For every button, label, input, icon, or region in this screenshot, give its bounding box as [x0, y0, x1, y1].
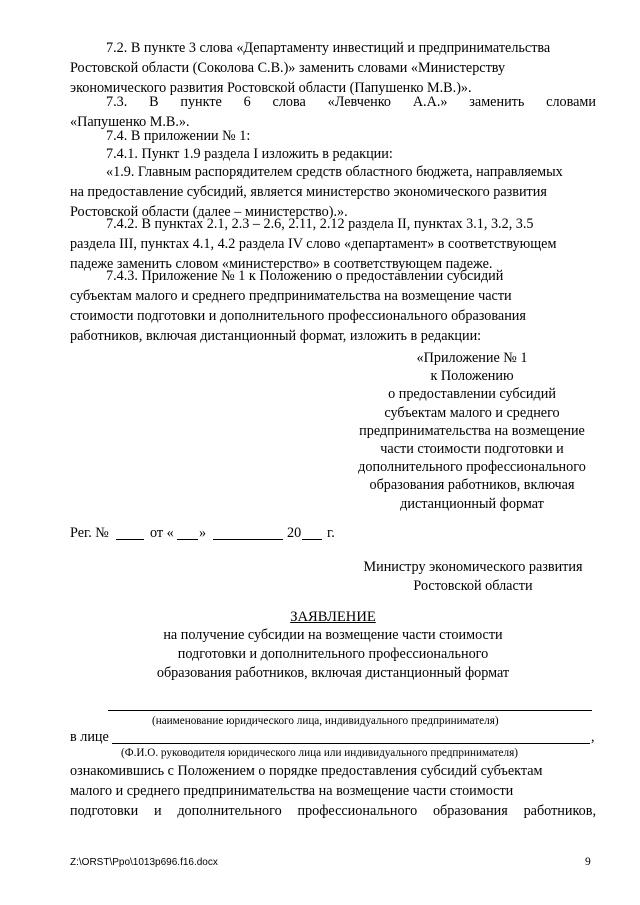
registration-year-prefix: 20: [287, 525, 302, 541]
entity-name-caption: (наименование юридического лица, индивидуального предпринимателя): [152, 715, 499, 727]
paragraph-1-9-line: «1.9. Главным распорядителем средств областного бюджета, направляемых: [106, 164, 563, 180]
appendix-header: [340, 349, 604, 513]
appendix-line: «Приложение № 1: [416, 350, 528, 366]
paragraph-7-4-3: [70, 266, 596, 346]
paragraph-1-9: [70, 162, 596, 222]
registration-date-label: от «: [150, 525, 174, 541]
appendix-line: дополнительного профессионального: [358, 459, 586, 476]
paragraph-7-2-line: 7.2. В пункте 3 слова «Департаменту инвестиций и предпринимательства: [106, 40, 551, 56]
paragraph-7-4-1: 7.4.1. Пункт 1.9 раздела I изложить в редакции:: [106, 146, 393, 162]
recipient-line: Ростовской области: [413, 578, 533, 594]
paragraph-7-3-line: «Папушенко М.В.».: [70, 114, 190, 130]
paragraph-7-4-2: [70, 214, 596, 274]
registration-day-field[interactable]: [177, 539, 198, 540]
paragraph-7-2: [70, 38, 596, 98]
application-title: ЗАЯВЛЕНИЕ: [290, 609, 376, 625]
registration-month-field[interactable]: [213, 539, 283, 540]
recipient-line: Министру экономического развития: [363, 559, 583, 575]
paragraph-7-4-3-line: стоимости подготовки и дополнительного профессионального образования: [70, 308, 526, 324]
paragraph-7-2-line: экономического развития Ростовской области (Папушенко М.В.)».: [70, 80, 472, 96]
appendix-line: образования работников, включая: [369, 477, 575, 494]
head-name-caption: (Ф.И.О. руководителя юридического лица или индивидуального предпринимателя): [121, 747, 518, 759]
application-subtitle-line: на получение субсидии на возмещение части стоимости: [163, 627, 503, 643]
footer-page-number: 9: [585, 856, 591, 868]
paragraph-7-4-3-line: 7.4.3. Приложение № 1 к Положению о предоставлении субсидий: [106, 268, 504, 284]
head-name-field[interactable]: [112, 743, 590, 744]
paragraph-1-9-line: на предоставление субсидий, является министерство экономического развития: [70, 184, 547, 200]
recipient-block: [350, 558, 596, 596]
registration-year-field[interactable]: [302, 539, 322, 540]
footer-file-path: Z:\ORST\Ppo\1013p696.f16.docx: [70, 857, 218, 868]
paragraph-1-9-line: Ростовской области (далее – министерство).».: [70, 204, 348, 220]
head-name-comma: ,: [591, 729, 595, 745]
paragraph-7-4-2-line: раздела III, пунктах 4.1, 4.2 раздела IV слово «департамент» в соответствующем: [70, 236, 557, 252]
registration-year-suffix: г.: [327, 525, 335, 541]
paragraph-7-4-3-line: субъектам малого и среднего предпринимательства на возмещение части: [70, 288, 512, 304]
application-subtitle-line: образования работников, включая дистанционный формат: [156, 665, 510, 681]
appendix-line: части стоимости подготовки и: [380, 441, 564, 458]
registration-number-field[interactable]: [116, 539, 144, 540]
paragraph-7-2-line: Ростовской области (Соколова С.В.)» заменить словами «Министерству: [70, 60, 506, 76]
appendix-line: предпринимательства на возмещение: [359, 422, 585, 439]
appendix-line: дистанционный формат: [400, 495, 544, 512]
registration-number-label: Рег. №: [70, 525, 109, 541]
paragraph-7-3-line: 7.3. В пункте 6 слова «Левченко А.А.» заменить словами: [106, 94, 596, 110]
paragraph-7-4-2-line: падеже заменить словом «министерство» в соответствующем падеже.: [70, 256, 493, 272]
appendix-line: о предоставлении субсидий: [388, 386, 556, 403]
application-body-line: подготовки и дополнительного профессионального образования работников,: [70, 803, 596, 819]
in-person-label: в лице: [70, 729, 109, 745]
appendix-line: к Положению: [430, 368, 514, 385]
paragraph-7-4: 7.4. В приложении № 1:: [106, 128, 251, 144]
application-body-line: малого и среднего предпринимательства на возмещение части стоимости: [70, 783, 514, 799]
entity-name-field[interactable]: [108, 710, 592, 711]
application-subtitle: [70, 626, 596, 683]
paragraph-7-4-2-line: 7.4.2. В пунктах 2.1, 2.3 – 2.6, 2.11, 2.12 раздела II, пунктах 3.1, 3.2, 3.5: [106, 216, 534, 232]
registration-quote-close: »: [199, 525, 207, 541]
paragraph-7-4-3-line: работников, включая дистанционный формат, изложить в редакции:: [70, 328, 482, 344]
application-subtitle-line: подготовки и дополнительного профессионального: [177, 646, 489, 662]
appendix-line: субъектам малого и среднего: [384, 404, 560, 421]
application-body-line: ознакомившись с Положением о порядке предоставления субсидий субъектам: [70, 763, 543, 779]
application-body: [70, 761, 596, 821]
